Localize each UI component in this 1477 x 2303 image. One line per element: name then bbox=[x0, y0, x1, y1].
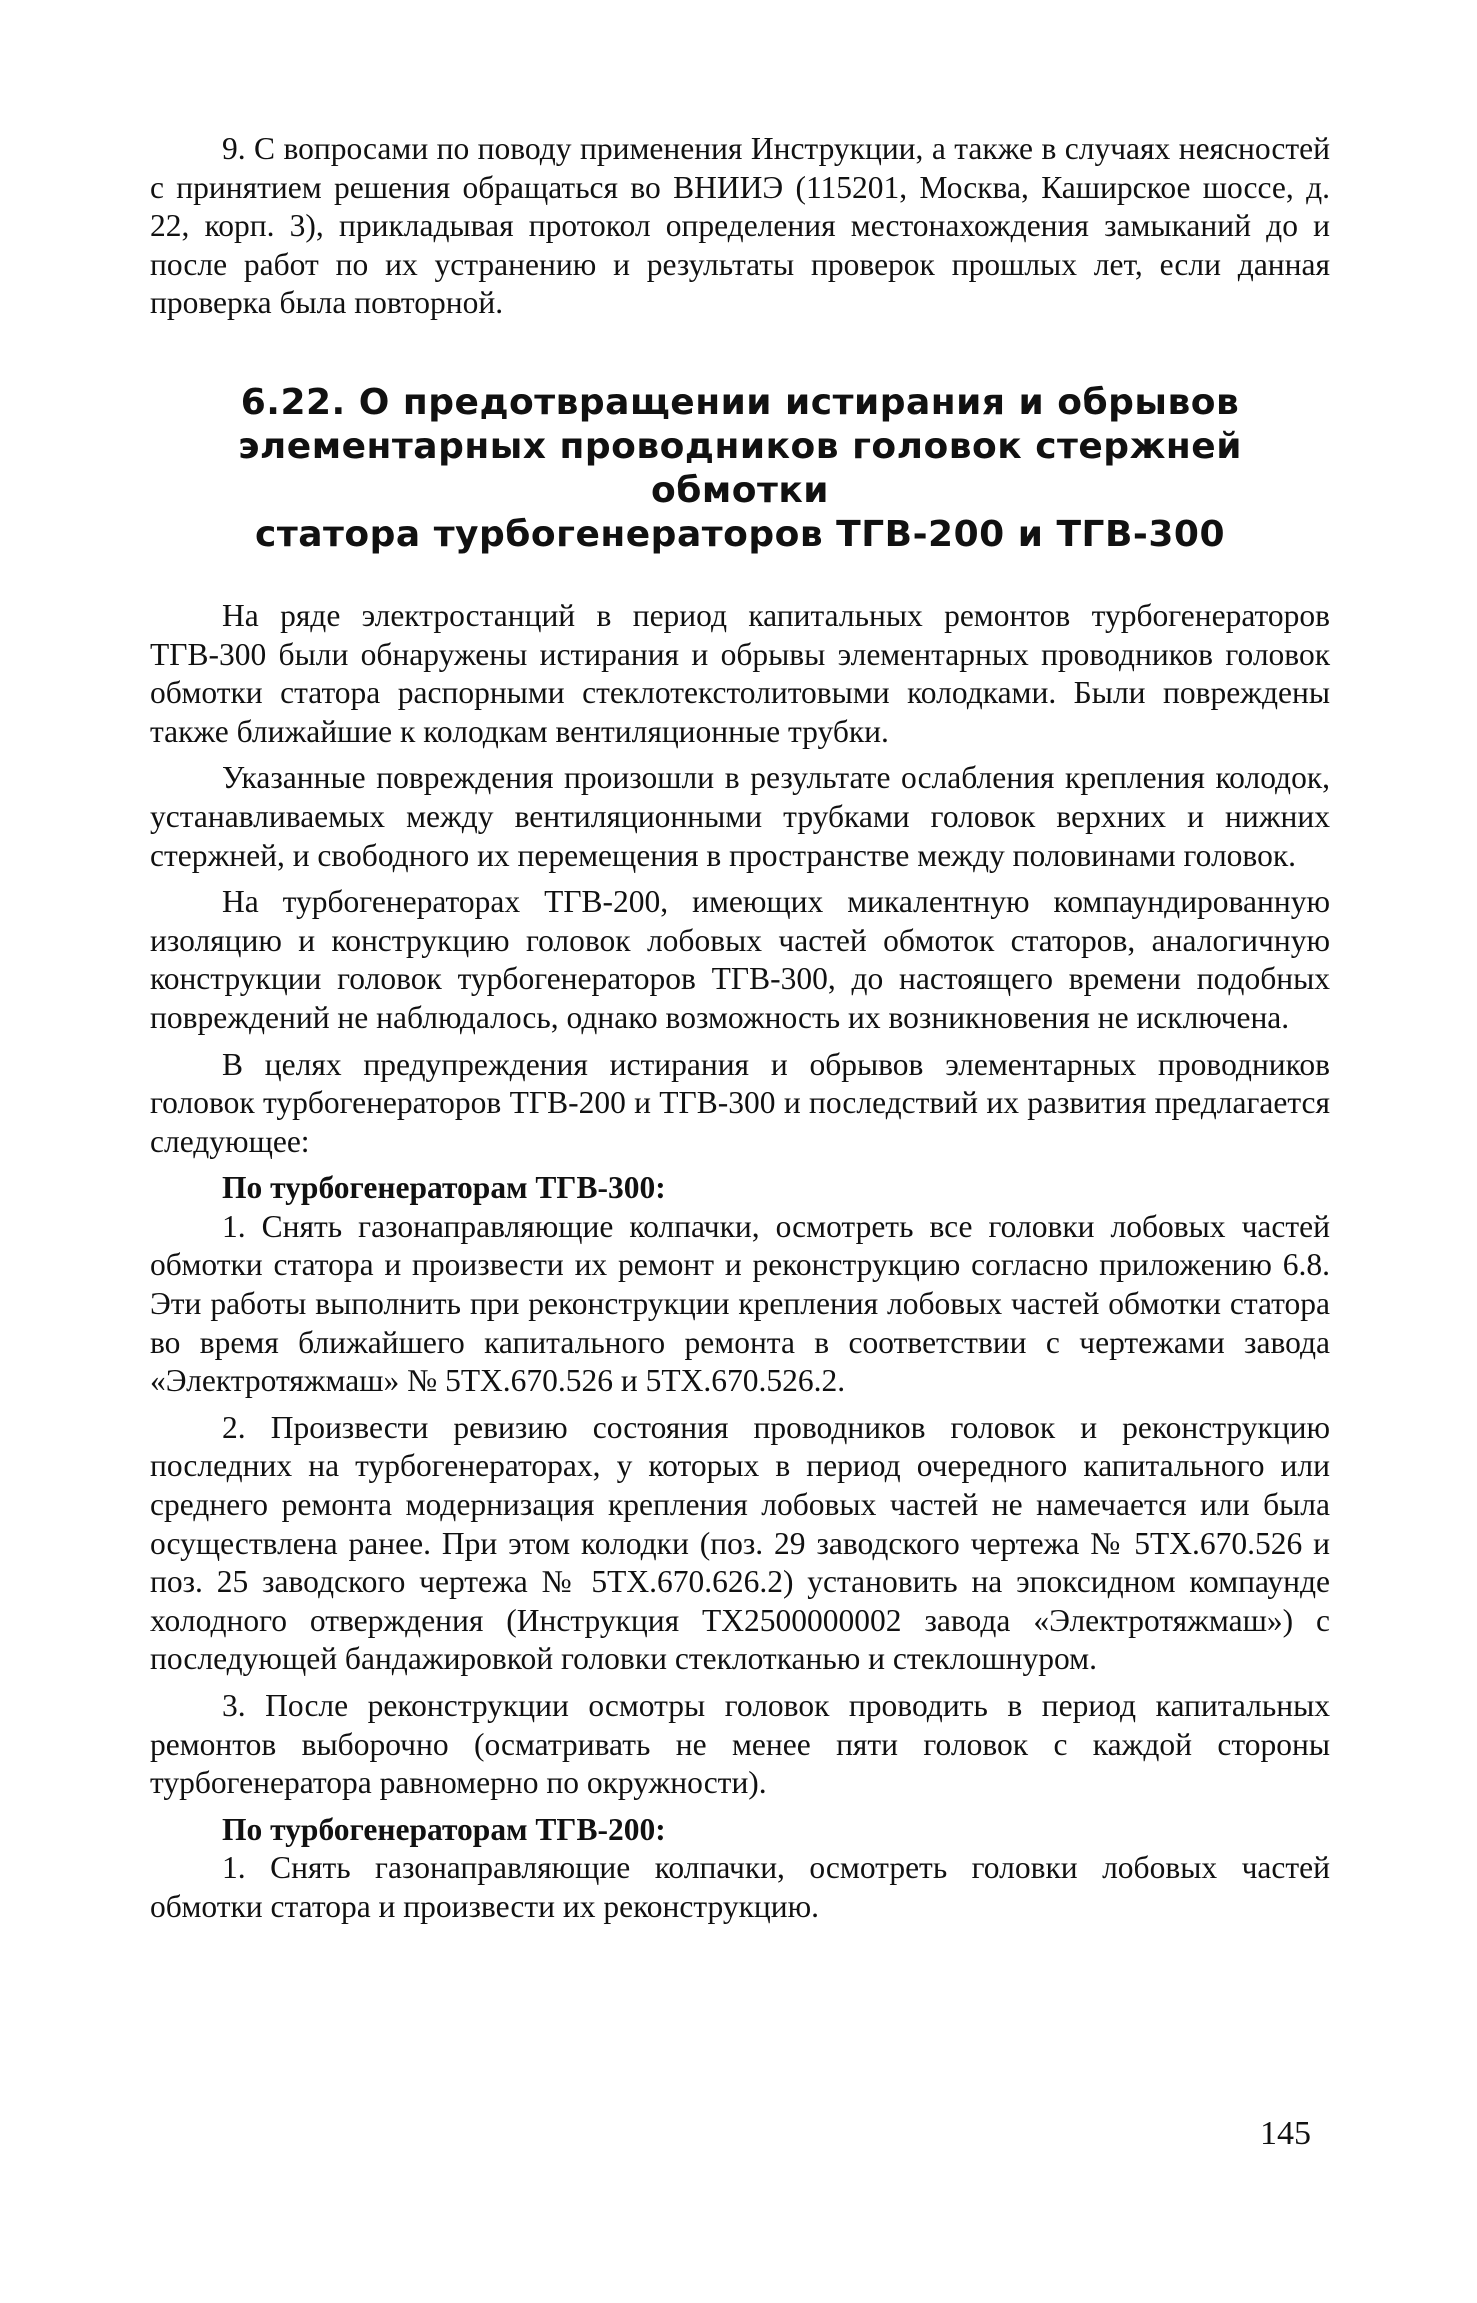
paragraph-2: Указанные повреждения произошли в результате ослабления крепления колодок, устанавливаемых между вентиляционными трубками головок верхних и нижних стержней, и свободного их перемещения в пространстве между половинами головок. bbox=[150, 760, 1330, 873]
page-number: 145 bbox=[1260, 2115, 1311, 2152]
document-page bbox=[150, 130, 1330, 1927]
section-title bbox=[150, 381, 1330, 557]
tgv300-item-2: 2. Произвести ревизию состояния проводников головок и реконструкцию последних на турбогенераторах, у которых в период очередного капитального или среднего ремонта модернизация крепления лобовых частей не намечается или была осуществлена ранее. При этом колодки (поз. 29 заводского чертежа № 5ТХ.670.526 и поз. 25 заводского чертежа № 5ТХ.670.626.2) установить на эпоксидном компаунде холодного отверждения (Инструкция ТХ2500000002 завода «Электротяжмаш») с последующей бандажировкой головки стеклотканью и стеклошнуром. bbox=[150, 1409, 1330, 1677]
tgv200-heading: По турбогенераторам ТГВ-200: bbox=[222, 1811, 666, 1847]
section-title-line-2: элементарных проводников головок стержней обмотки bbox=[238, 425, 1242, 511]
tgv300-heading: По турбогенераторам ТГВ-300: bbox=[222, 1170, 666, 1206]
intro-paragraph: 9. С вопросами по поводу применения Инструкции, а также в случаях неясностей с принятием решения обращаться во ВНИИЭ (115201, Москва, Каширское шоссе, д. 22, корп. 3), прикладывая протокол определения местонахождения замыканий до и после работ по их устранению и результаты проверок прошлых лет, если данная проверка была повторной. bbox=[150, 131, 1330, 321]
paragraph-3: На турбогенераторах ТГВ-200, имеющих микалентную компаундированную изоляцию и конструкцию головок лобовых частей обмоток статоров, аналогичную конструкции головок турбогенераторов ТГВ-300, до настоящего времени подобных повреждений не наблюдалось, однако возможность их возникновения не исключена. bbox=[150, 884, 1330, 1035]
paragraph-4: В целях предупреждения истирания и обрывов элементарных проводников головок турбогенераторов ТГВ-200 и ТГВ-300 и последствий их развития предлагается следующее: bbox=[150, 1046, 1330, 1159]
section-title-line-1: 6.22. О предотвращении истирания и обрывов bbox=[240, 381, 1240, 423]
paragraph-1: На ряде электростанций в период капитальных ремонтов турбогенераторов ТГВ-300 были обнаружены истирания и обрывы элементарных проводников головок обмотки статора распорными стеклотекстолитовыми колодками. Были повреждены также ближайшие к колодкам вентиляционные трубки. bbox=[150, 597, 1330, 749]
tgv300-item-3: 3. После реконструкции осмотры головок проводить в период капитальных ремонтов выборочно (осматривать не менее пяти головок с каждой стороны турбогенератора равномерно по окружности). bbox=[150, 1688, 1330, 1801]
section-title-line-3: статора турбогенераторов ТГВ-200 и ТГВ-300 bbox=[255, 513, 1225, 555]
tgv200-item-1: 1. Снять газонаправляющие колпачки, осмотреть головки лобовых частей обмотки статора и произвести их реконструкцию. bbox=[150, 1850, 1330, 1924]
tgv300-item-1: 1. Снять газонаправляющие колпачки, осмотреть все головки лобовых частей обмотки статора и произвести их ремонт и реконструкцию согласно приложению 6.8. Эти работы выполнить при реконструкции крепления лобовых частей обмотки статора во время ближайшего капитального ремонта в соответствии с чертежами завода «Электротяжмаш» № 5ТХ.670.526 и 5ТХ.670.526.2. bbox=[150, 1208, 1330, 1399]
